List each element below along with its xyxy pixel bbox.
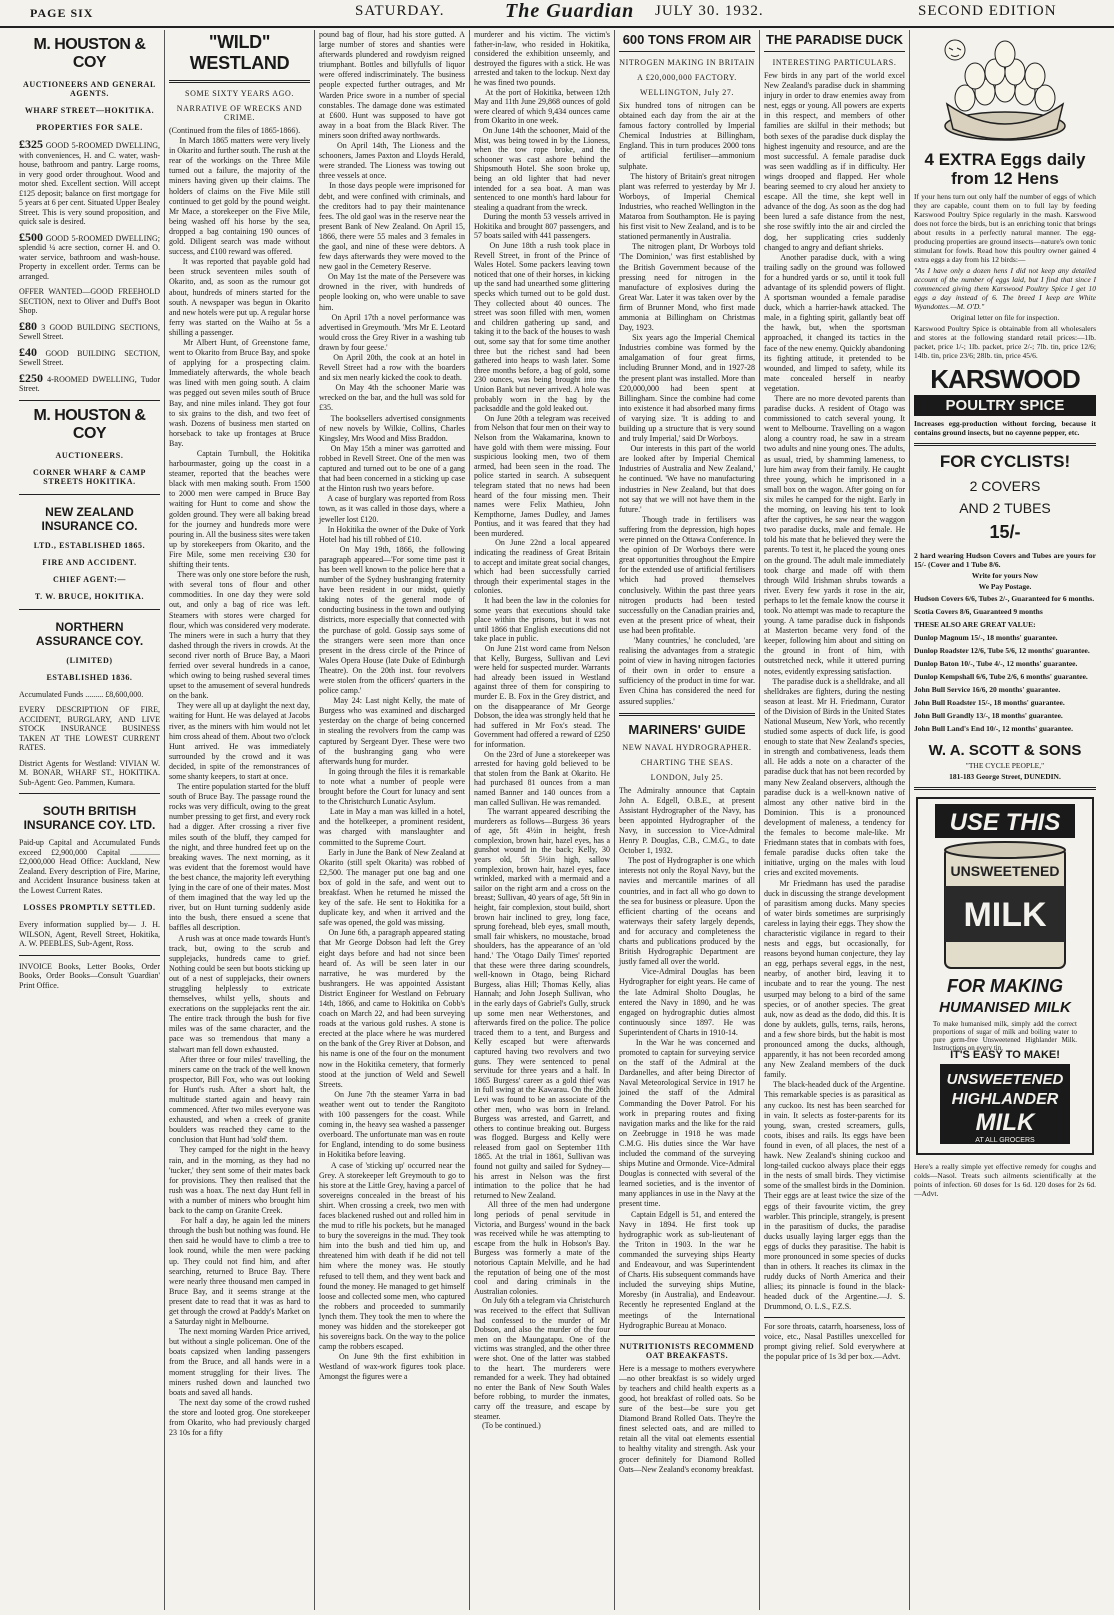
ad-body: For sore throats, catarrh, hoarseness, loss of voice, etc., Nasal Pastilles unexcelled for prompt giving relief. Sold everywhere at the popular price of 1s 3d per box.—Advt. [764,1321,907,1361]
can-label: MILK [963,896,1047,934]
article-body: murderer and his victim. The victim's father-in-law, who resided in Hokitika, considered the exhibition unseemly, and destroyed the figures with a stick. He was arrested and taken to the lockup. Next day he was fined two pounds. At the port of Hokitika, between 12th May and 11th June 29,868 ounces of gold were cleared of which 9,434 ounces came from Okarito in one week. On June 14th the schooner, Maid of the Mist, was being towed in by the Lioness, when the tow rope broke, and the schooner was cast ashore behind the Shipsmouth Hotel. She soon broke up, being an old lighter that had never intended for a sea boat. A man was sentenced to one month's hard labour for stealing a quadrant from the wreck. During the month 53 vessels arrived in Hokitika and brought 807 passengers, and 57 boats sailed with 441 passengers. On June 18th a rush took place in Revell Street, in front of the Prince of Wales Hotel. Some packers leaving town noticed that one of their horses, in kicking up the sand had unearthed some glittering specks which turned out to be gold dust. They collected about 40 ounces. The street was soon filled with men, women and children gathering up sand, and taking it to the back of the houses to wash out, some say that for some time another three but the richest sand had been gathered into heaps to wash later. Some three months before, a bag of gold, some 230 ounces, was being brought into the Union Bank but never arrived. A hole was probably worn in the bag by the packsaddle and the gold leaked out. On June 20th a telegram was received from Nelson that four men on their way to Nelson from the Wakamarina, known to have gold with them were missing. Four suspicious looking men, two of them armed, had been seen in the road. The police started in search. A subsequent telegram stated that no news had been heard of the four missing men. Their names were Felix Mathieu, John Kempthorne, James Dudley, and James Pontius, and it was feared that they had been murdered. On June 22nd a local appeared indicating the readiness of Great Britain to accept and imitate great social changes, which had been successfully carried through their experimental stages in the colonies. It had been the law in the colonies for some years that executions should take place within the prisons, but it was not until 1866 that English executions did not take place in public. On June 21st word came from Nelson that Kelly, Burgess, Sullivan and Levi were held for suspected murder. Warrants had already been issued in Westland against three of them for conspiring to murder E. B. Fox in the Grey district, and on the disappearance of Mr George Dobson, the idea was strongly held that he had suffered in Mr Fox's stead. The Government had offered a reward of £250 for information. On the 23rd of June a storekeeper was arrested for having gold believed to be that stolen from the Bank at Okarito. He had purchased 81 ounces from a man named Banner and 140 ounces from a man called Sullivan. He was remanded. The warrant appeared describing the murderers as follows—Burgess 36 years of age, 5ft 4½in in height, fresh complexion, brown hair, hazel eyes, has a gunshot wound in the back; Kelly, 30 years old, 5ft 5½in high, sallow complexion, brown hair, hazel eyes, face wrinkled, marked with a mermaid and a sailor on the right arm and a cross on the breast; Sullivan, 40 years of age, 5ft 9in in height, fair complexion, stout build, short brown hair inclined to grey, long face, sprung forehead, bleb eyes, small mouth, small fair whiskers, no moustache, broad shoulders, has the appearance of an 'old hand.' The 'Otago Daily Times' reported that these were three daring scoundrels, well-known in Otago, being Richard Burgess, alias Hill; Thomas Kelly, alias Hannah; and John Joseph Sullivan, who in the early days of Gabriel's Gully, struck up some men near Wetherstones, and afterwards fired on the police. The police traced them to a tent, and Burgess and Kelly escaped but were afterwards captured having two revolvers and two guns. They were sentenced to penal servitude for three years and a half. In 1865 Burgess' career as a gold thief was in full swing at the Kawarau. On the 26th Levi was found to be an associate of the other men, who was born in Ireland. Burgess was arrested, and Garrett, and others to continue breaking out. Burgess was flogged. Burgess and Kelly were released from gaol on September 11th 1865. At the trial in 1861, Sullivan was found not guilty and sailed for Sydney—his arrest in Nelson was the first intimation to the police that he had returned to New Zealand. All three of the men had undergone long periods of penal servitude in Victoria, and Burgess' wound in the back was received while he was attempting to escape from the hulk in Hobson's Bay. Burgess was formerly a mate of the notorious Captain Melville, and he had the reputation of being one of the most cool and daring criminals in the Australian colonies. On July 6th a telegram via Christchurch was received to the effect that Sullivan had confessed to the murder of Mr Dobson, and also the murder of the four men on the Maungatapu. One of the victims was strangled, and the other three were shot. One of the latter was stabbed to the heart. The murderers were remanded for a week. They had obtained no enter the Bank of New South Wales before robbing, to murder the inmates, carry off the treasure, and escape by steamer. (To be continued.) [474,30,611,1431]
column-classifieds [15,30,165,1610]
column-display-ads [910,30,1100,1610]
limited-label: (LIMITED) [66,655,113,665]
firm-address: CORNER WHARF & CAMP STREETS HOKITIKA. [33,467,146,486]
sale-heading: PROPERTIES FOR SALE. [36,123,143,132]
tyre-item: John Bull Land's End 10/-, 12 months' guarantee. [914,724,1073,733]
article-subhead: INTERESTING PARTICULARS. [772,58,897,67]
losses-note: LOSSES PROMPTLY SETTLED. [23,903,156,912]
tyre-item: THESE ALSO ARE GREAT VALUE: [914,620,1036,629]
established: LTD., ESTABLISHED 1865. [33,540,146,550]
ad-tagline: Increases egg-production without forcing, because it contains ground insects, but no cayenne pepper, etc. [914,419,1096,437]
milk-slogan: USE THIS [949,809,1061,836]
ad-headline: 4 EXTRA Eggs daily from 12 Hens [924,150,1086,188]
article-body: Six hundred tons of nitrogen can be obtained each day from the air at the famous factory controlled by Imperial Chemical Industries at Billingham, England. This in turn produces 2000 tons of artificial fertiliser—ammonium sulphate. The history of Britain's great nitrogen plant was referred to yesterday by Mr J. Worboys, of Imperial Chemical Industries, who reached Wellington in the Mataroa from Southampton. He is paying his first visit to New Zealand, and is to be stationed permanently in Australia. The nitrogen plant, Dr Worboys told 'The Dominion,' was first established by the British Government because of the pressing need for nitrogen in the manufacture of explosives during the Great War. Later it was taken over by the firm of Brunner Mond, who first made ammonia at Billingham on Christmas Day, 1923. Six years ago the Imperial Chemical Industries combine was formed by the amalgamation of four great firms, including Brunner Mond, and in 1927-28 the present plant was installed. More than £20,000,000 had been spent at Billingham. Since the combine had come into existence it had absorbed many firms of varying size. 'It is adding to and building up a structure that is very sound and truly Imperial,' said Dr Worboys. Our interests in this part of the world are looked after by Imperial Chemical Industries of Australia and New Zealand,' he continued. 'We have no manufacturing industries in New Zealand, but that does not say that we will not have them in the future.' Though trade in fertilisers was suffering from the depression, high hopes were pinned on the Ottawa Conference. In the opinion of Dr Worboys there were great opportunities throughout the Empire for the extended use of artificial fertilisers which had proved themselves conclusively. Within the past three years nitrogen products had been tested successfully on the Canadian prairies and, even at the present price of wheat, their use had been profitable. 'Many countries,' he concluded, 'are realising the advantages from a strategic point of view in having nitrogen factories of their own in order to ensure a sufficiency of the product in time for war. Even China has considered the need for assured supplies.' [619,101,756,706]
article-headline: "WILD" WESTLAND [189,32,290,73]
listing: £80 3 GOOD BUILDING SECTIONS, Sewell Street. [19,318,160,341]
ad-prices: Karswood Poultry Spice is obtainable from all wholesalers and stores at the following standard retail prices:—1lb. packet, price 1/-; 1lb. packet, price 2/-; 7lb. tin, price 12/6; 14lb. tin, price 23/6; 28lb. tin, price 45/6. [914,324,1096,360]
milk-brand: HIGHLANDER [951,1091,1059,1108]
masthead-day: SATURDAY. [355,3,445,19]
brand-name: KARSWOOD [930,364,1080,394]
article-body: pound bag of flour, had his store gutted. A large number of stores and shanties were afterwards plundered and rowdyism reigned triumphant. Bottles and billyfulls of liquor were offered indiscriminately. The business people expected further outrages, and Mr Warden Price swore in a number of special constables. The damage done was estimated at £600. Hunt was supposed to have got away in a boat from the Black River. The miners soon drifted away northwards. On April 14th, The Lioness and the schooners, James Paxton and Lloyds Herald, were stranded. The Lioness was towing out three vessels at once. In those days people were imprisoned for debt, and were confined with criminals, and the creditors had to pay their maintenance fees. The old gaol was in the reserve near the present Bank of New Zealand. On April 15, 1866, there were 55 males and 3 females in the gaol, and nine of these were debtors. A few days afterwards they were moved to the new gaol in the Cemetery Reserve. On May 1st the mate of the Persevere was drowned in the river, with hundreds of people looking on, who were unable to save him. On April 17th a novel performance was advertised in Greymouth. 'Mrs Mr E. Leotard would cross the Grey River in a washing tub drawn by four geese.' On April 20th, the cook at an hotel in Revell Street had a row with the boarders and six men nearly kicked the cook to death. On May 4th the schooner Marie was wrecked on the bar, and the hull was sold for £35. The booksellers advertised consignments of new novels by Wilkie, Collins, Charles Kingsley, Mrs Wood and Miss Braddon. On May 15th a miner was garrotted and robbed in Revell Street. One of the men was captured and turned out to be one of a gang that had been concerned in a sticking up case at the Hinton rush two years before. A case of burglary was reported from Ross town, as it was called in those days, where a jeweller lost £120. In Hokitika the owner of the Duke of York Hotel had his till robbed of £10. On May 19th, 1866, the following paragraph appeared—'For some time past it has been well known to the police here that a number of the Sydney bushranging fraternity have been resident in our midst, quietly taking notes of the general mode of conducting business in the town and outlying districts, more especially that connected with the purchase of gold. Gossip says some of the strangers were seen more than once present in the dress circle of the Prince of Wales Opera House (late Duke of Edinburgh Theatre). On the 20th inst. four revolvers were stolen from the officers' quarters in the police camp.' May 24: Last night Kelly, the mate of Burgess who was examined and discharged yesterday on the charge of being concerned in stealing the revolvers from the camp was captured by Sergeant Dyer. These were two of the bushranging gang who were afterwards hung for murder. In going through the files it is remarkable to note what a number of people were brought before the Court for lunacy and sent to the Christchurch Lunatic Asylum. Late in May a man was killed in a hotel, and the hotelkeeper, a prominent resident, was charged with manslaughter and committed to the Supreme Court. Early in June the Bank of New Zealand at Okarito (still spelt Okarita) was robbed of £2,500. The manager put one bag and one box of gold in the safe, and went out to breakfast. When he returned he missed the key of the safe. He sent to Hokitika for a duplicate key, and when it arrived and the safe was opened, the gold was missing. On June 6th, a paragraph appeared stating that Mr George Dobson had left the Grey eight days before and had not since been heard of. As will be seen later in our narrative, he was murdered by the bushrangers. He was appointed Assistant District Engineer for Westland on February 14th, 1866, and came to Hokitika on Cobb's coach on March 22, and had been surveying roads at the various gold rushes. A stone is erected at the place where he was murdered on the bank of the Grey River at Dobson, and his name is one of the four on the monument now in the Hokitika cemetery, that formerly stood at the junction of Weld and Sewell Streets. On June 7th the steamer Yarra in bad weather went out to tender the Rangitoto with 100 passengers for the coast. While coming in, the heavy sea washed a passenger overboard. The unfortunate man was en route for England, intending to do some business in Hokitika before leaving. A case of 'sticking up' occurred near the Grey. A storekeeper left Greymouth to go to his store at the Little Grey, having a parcel of sovereigns concealed in the breast of his shirt. When crossing a creek, two men with faces blackened rushed out and rolled him in the mud to rifle his pockets, but he managed to bury the sovereigns in the mud. They took him into the bush and tied him up, and threatened him with death if he did not tell him where the money was. He stoutly refused to tell them, and they went back and found the money. He managed to get himself loose and collected some men, who captured the robbers and proceeded to summarily lynch them. They took the men to where the money was hidden and the storekeeper got his sovereigns back. On the way to the police camp the robbers escaped. On June 9th the first exhibition in Westland of wax-work figures took place. Amongst the figures were a [319,30,466,1382]
firm-role: AUCTIONEERS AND GENERAL AGENTS. [23,80,156,98]
article-subhead: A £20,000,000 FACTORY. [637,73,737,82]
capital: Paid-up Capital and Accumulated Funds exceed £2,900,000 Capital ............... £2,000,000 Head Office: Auckland, New Zealand. Every description of Fire, Marine, and Accident Insurance business taken at the Lowest Current Rates. [19,838,160,895]
tyre-item: Dunlop Baton 10/-, Tube 4/-, 12 months' guarantee. [914,659,1078,668]
edition-label: SECOND EDITION [918,3,1057,19]
milk-brand: UNSWEETENED [946,1071,1064,1088]
agents: Every information supplied by— J. H. WILSON, Agent, Revell Street, Hokitika, A. W. PEEBLES, Sub-Agent, Ross. [19,920,160,948]
ad-headline: NUTRITIONISTS RECOMMEND OAT BREAKFASTS. [619,1341,755,1360]
milk-brand: MILK [975,1109,1035,1136]
masthead-date: JULY 30. 1932. [655,3,764,19]
tyre-item: Dunlop Kempshall 6/6, Tube 2/6, 6 months' guarantee. [914,672,1088,681]
insurance-company: NORTHERN ASSURANCE COY. [35,619,144,648]
milk-ad [915,796,1095,1156]
article-headline: MARINERS' GUIDE [628,721,746,737]
print-office-ad: INVOICE Books, Letter Books, Order Books, Order Books—Consult 'Guardian' Print Office. [19,961,160,990]
milk-desc: To make humanised milk, simply add the correct proportions of sugar of milk and boiling water to pure germ-free Unsweetened Highlander Milk. Instructions on every tin. [933,1020,1077,1052]
property-listings [19,137,161,394]
tyre-item: John Bull Roadster 15/-, 18 months' guarantee. [914,698,1065,707]
listing: OFFER WANTED—GOOD FREEHOLD SECTION, next to Oliver and Duff's Boot Shop. [19,287,160,315]
firm-name: M. HOUSTON & COY [33,406,146,442]
milk-headline: FOR MAKING [947,976,1063,996]
column-paradise-duck [760,30,910,1610]
article-subhead: NARRATIVE OF WRECKS AND CRIME. [176,104,303,122]
article-subhead: NEW NAVAL HYDROGRAPHER. [622,742,752,752]
tyre-item: Scotia Covers 8/6, Guaranteed 9 months [914,607,1043,616]
insurance-company: NEW ZEALAND INSURANCE CO. [41,504,138,533]
ad-body: If your hens turn out only half the number of eggs of which they are capable, count them on to full lay by feeding Karswood Poultry Spice regularly in the mash. Karswood does not force the birds, but is an enriching tonic that brings about results in a perfectly natural manner. The egg-producing properties are ground insects—nature's own tonic stimulant for fowls. Read how this poultry owner gained 4 extra eggs a day from his 12 birds:— [914,192,1096,264]
article-headline: 600 TONS FROM AIR [622,32,752,47]
advertiser-name: W. A. SCOTT & SONS [928,742,1082,759]
milk-headline: HUMANISED MILK [939,999,1071,1016]
funds: Accumulated Funds ......... £8,600,000. [19,689,144,699]
ad-body: Here is a message to mothers everywhere—no other breakfast is so widely urged by teachers and child health experts as a good, hot breakfast of rolled oats. So be sure of the best—be sure you get Diamond Brand Rolled Oats. They're the finest selected oats, and are milled to retain all the vital oat elements essential to healthy vitality and strength. Ask your grocer definitely for Diamond Rolled Oats—New Zealand's economy breakfast. [619,1363,757,1474]
firm-role: AUCTIONEERS. [55,450,124,460]
brand-banner: POULTRY SPICE [914,395,1096,416]
firm-name: M. HOUSTON & COY [33,36,146,71]
tyre-item: John Bull Service 16/6, 20 months' guarantee. [914,685,1061,694]
page-number: PAGE SIX [30,6,94,20]
ad-price: 15/- [989,522,1021,542]
ad-body: 2 hard wearing Hudson Covers and Tubes are yours for 15/- (Cover and 1 Tube 8/6. [914,551,1096,569]
dateline: WELLINGTON, July 27. [639,88,735,97]
insurance-company: SOUTH BRITISH INSURANCE COY. LTD. [23,804,156,832]
advertiser-slogan: "THE CYCLE PEOPLE," [965,761,1045,770]
tyre-list [914,594,1096,734]
milk-availability: AT ALL GROCERS [975,1137,1035,1144]
ad-offer: AND 2 TUBES [959,500,1051,516]
tyre-item: Hudson Covers 6/6, Tubes 2/-, Guaranteed for 6 months. [914,594,1095,603]
agents: District Agents for Westland: VIVIAN W. M. BONAR, WHARF ST., HOKITIKA. Sub-Agent: Geo. Pammen, Kumara. [19,758,160,787]
tyre-item: John Bull Grandly 13/-, 18 months' guarantee. [914,711,1063,720]
article-body: The Admiralty announce that Captain John A. Edgell, O.B.E., at present Assistant Hydrographer of the Navy, has been appointed Hydrographer of the Navy, in succession to Vice-Admiral Henry P. Douglas, C.B., C.M.G., to date October 1, 1932. The post of Hydrographer is one which interests not only the Royal Navy, but the navies and mercantile marines of all countries, and in fact all who go down to the sea for business or pleasure. Upon the efficient charting of the oceans and waterways their safety largely depends, and for accuracy and completeness the charts and publications produced by the British Hydrographic Department are justly famed all over the world. Vice-Admiral Douglas has been Hydrographer for eight years. He came of the late Admiral Sholto Douglas, he entered the Navy in 1890, and he was engaged on hydrographic duties almost continuously since 1897. He was Superintendent of Charts in 1910-14. In the War he was concerned and promoted to captain for surveying service on the staff of the Admiral at the Dardanelles, and after being Director of Naval Meteorological Service in 1917 he joined the staff of the Admiral Commanding the Dover Patrol. For his work in preparing routes and fixing navigation marks and the like for the raid on Zeebrugge in 1918 he was made C.M.G. His duties since the War have included the command of the surveying ships Mutine and Ormonde. Vice-Admiral Douglas is connected with several of the learned societies, and is the inventor of many appliances in use in the Navy at the present time. Captain Edgell is 51, and entered the Navy in 1894. He first took up hydrographic work as sub-lieutenant of the Triton in 1903. In the war he commanded the surveying ships Hearty and Endeavour, and was Superintendent of Charts. His subsequent commands have included the surveying ships Mutine, Moresby (in Australia), and Endeavour. Recently he represented England at the meetings of the International Hydrographic Bureau at Monaco. [619,785,756,1330]
testimonial: "As I have only a dozen hens I did not keep any detailed account of the number of eggs laid, but I find that since I commenced giving them Karswood Poultry Spice I get 10 eggs a day instead of 6. The breed I keep are White Wyandottes.—M. O'D." [914,266,1096,311]
can-label: UNSWEETENED [950,863,1060,879]
advertiser-address: 181-183 George Street, DUNEDIN. [949,772,1061,781]
article-body: (Continued from the files of 1865-1866). In March 1865 matters were very lively in Okarito and further south. The rush at the rear of the workings on the Three Mile turned out a failure, the majority of the miners having given up their claims. The holders of claims on the Five Mile still continued to get gold by the pound weight. Mr Mace, a storekeeper on the Five Mile, being washed off his horse by the sea, dropped a bag containing 190 ounces of gold. Diligent search was made without success, and £100 reward was offered. It was reported that payable gold had been struck seventeen miles south of Okarito, and, as soon as the rumour got about, hundreds of miners started for the south. A newspaper was begun in Okarito and new hotels were put up. A regular horse ferry was started on the Waiho at 5s a shilling a passenger. Mr Albert Hunt, of Greenstone fame, went to Okarito from Bruce Bay, and spoke of applying for a prospecting claim. Immediately afterwards, the whole beach was lined with men going south. A claim was pegged out seven miles south of Bruce Bay, and nine miles inland. They got four to six grains to the dish, and two feet of wash. Dozens of business men started on horseback to take up frontages at Bruce Bay. Captain Turnbull, the Hokitika harbourmaster, going up the coast in a steamer, reported that the beaches were black with men making south. From 1500 to 2000 men were camped in Bruce Bay waiting for Hunt to come and show the golden ground. They were all baking bread for the journey and hundreds more were pouring in. All the business sites were taken up by storekeepers from Okarito, and the Fire Mile, some men receiving £30 for shifting their tents. There was only one store before the rush, with several tons of flour and other commodities. In one day they were sold out, and only a bag of rice was left. Steamers with stores were charged for flour, which was considered very moderate. The miners were in such a hurry that they dashed through the rivers in crowds. At the second river north of Bruce Bay, a Maori ferried over several hundreds in a canoe, which owing to being rushed several times upset to the amusement of several hundreds on the bank. They were all up at daylight the next day, waiting for Hunt. He was delayed at Jacobs river, as the miners with him would not let him cross ahead of them. About two o'clock Hunt arrived. He was immediately surrounded by the crowd and it was decided, in spite of the remonstrances of some shanty keepers, to start at once. The entire population started for the bluff south of Bruce Bay. The passage round the rocks was very difficult, owing to the great number pressing to get first, and every rock had a digger. After crossing a river five miles south of the bluff, they camped for the night, and three hundred feet up on the breaking waves. The next morning, as it was evident that the foremost would have the best chance, the majority left everything lying in the care of one of their mates. Most of them imagined that the way led up the river, but on Hunt turning suddenly aside into the bush, there ensued a scene that baffles all description. A rush was at once made towards Hunt's track, but, owing to the scrub and supplejacks, hundreds came to grief. Nothing could be seen but boots sticking up out of a nest of supplejacks, their owners struggling helplessly to extricate themselves, whilst yells, shouts and execrations on the supplejacks rent the air. The entire track through the bush for five miles was of the same character, and the pace was so tremendous that many a stalwart man fell down exhausted. After three or four miles' travelling, the miners came on the track of the well known prospector, Bill Fox, who was out looking for Hunt's rush. After a short halt, the multitude started again and heavy rain commenced. After two miles everyone was exhausted, and when a creek of granite boulders was reached they came to the conclusion that Hunt had 'sold' them. They camped for the night in the heavy rain, and in the morning, as they had no 'tucker,' they sent some of their mates back for provisions. They then realised that the rush was a hoax. The next day Hunt fell in with a number of miners who brought him back to the camp on Granite Creek. For half a day, he again led the miners through the bush but nothing was found. He then said he would have to climb a tree to look round, while the men were packing up. They could not find him, and after searching, returned to Bruce Bay. There were nearly three thousand men camped in Bruce Bay, and it seems strange at the present date to read that it was as hard to get through the crowd at Paddy's Market on a Saturday night in Melbourne. The next morning Warden Price arrived, but without a single policeman. One of the boats capsized when landing passengers from the Bruce, and all hands were in a moment struggling for their lives. The miners rushed down and launched two boats and saved all hands. The next day some of the crowd rushed the store and looted grog. One storekeeper from Okarito, who had previously charged 23 10s for a fifty [169,126,311,1438]
article-body: Few birds in any part of the world excel New Zealand's paradise duck in shamming injury in order to draw enemies away from nest, eggs or young. All powers are experts in this respect, and members of other families are skilful in their methods; but both sexes of the paradise duck display the highest ingenuity and resource, and are the most successful. A female paradise duck was seen waddling as if in difficulty. Her wings drooped and flapped. Her whole bearing seemed to cry aloud her anxiety to escape. All the time, she kept well in advance of the dog. As soon as the dog had been lured a safe distance from the nest, she rose swiftly into the air and circled the dog, her supplicating cries suddenly changed to angry and defiant shrieks. Another paradise duck, with a wing trailing sadly on the ground was followed for a hundred yards or so, until it took full advantage of its splendid powers of flight. A sportsman wounded a female paradise duck, which a harrier-hawk attacked. The male, in a fighting spirit, gallantly beat off the hawk, but, when the sportsman approached, it changed its tactics in the face of the new enemy. Quickly abandoning its fighting attitude, it pretended to be wounded, and limped to safety, while its mate concealed herself in nearby vegetation. There are no more devoted parents than paradise ducks. A resident of Otago was commissioned to catch several young. It went to Melbourne. Travelling on a wagon along a country road, he saw in a stream two adults and nine young ones. The adults, as usual, tried, by shamming lameness, to lure him away from their family. He caught three young, which he imprisoned in a small box on the wagon. After going on for six miles he camped for the night. Early in the morning, on leaving his tent to look after the captives, he saw near the waggon two paradise ducks, male and female. He told his mate that he believed they were the parents. To test it, he placed the young ones on the ground. The adult male immediately took charge and made off with them through Wild Irishman shrubs towards a river. Every few yards it rose in the air, perhaps to let the female know the course it took. No attempt was made to recapture the young. A tame paradise duck in fishponds at Masterton became very fond of the keeper, following him about and sitting on the ground in front of him, with outstretched neck, while it uttered purring notes, evidently expressing satisfaction. The paradise duck is a shelldrake, and all shelldrakes are fighters, during the nesting season at least. Mr H. Friedmann, Curator of the Division of Birds in the United States National Museum, New York, who recently studied some aspects of duck life, is good enough to state that New Zealand's species, in strength and combativeness, leads them all. He adds a note on a character of the paradise duck that has not been recorded by many New Zealand observers, although the paradise duck is a well-known native of almost any other native bird in the Dominion. This is a pronounced development of maleness, a tendency for the females to become male-like. Mr Friedmann states that in combats with foes, female paradise ducks often take the initiative, urging on the males with loud cries and excited movements. Mr Friedmann has used the paradise duck in discussing the strange development of parasitism among ducks. Many species of water birds sometimes are surprisingly careless in laying their eggs. They show the characteristic vigilance in regard to their nests and eggs, but occasionally, for reasons beyond human conjecture, they lay an egg, perhaps several eggs, in the nest, nearby, of another bird, leaving it to incubate and to rear the young. The nest usurped may belong to a bird of the same species, or of another species. The great auk, now as dead as the dodo, did this. It is done by auklets, gulls, terns, rails, herons, and a few shore birds, but the habit is most pronounced among the ducks, although, apparently, it has not been recorded among any New Zealand members of the duck family. The black-headed duck of the Argentine. This remarkable species is as parasitical as any cuckoo. Its nest has been searched for in vain. It selects as foster-parents for its young, swan, crested screamers, gulls, coots, ibises and rails. Its eggs have been found in even, of all places, the nest of a hawk. New Zealand's shining cuckoo and long-tailed cuckoo always place their eggs in the nests of small birds. They victimise some of the smallest birds in the Dominion. Their eggs are at least twice the size of the eggs of their favourite victim, the grey warbler. This principle, strangely, is present in the parasitism of ducks, the paradise ducks usually laying larger eggs than the eggs of ducks they parasitise. The habit is more pronounced in some species of ducks than in others. It reaches its climax in the ruddy ducks of North America and their allies; its pinnacle is found in the black-headed duck of the Argentine.—J. S. Drummond, O. L.S., F.Z.S. [764,71,906,1312]
listing: £40 GOOD BUILDING SECTION, Sewell Street. [19,344,160,367]
listing: £250 4-ROOMED DWELLING, Tudor Street. [19,370,160,393]
article-headline: THE PARADISE DUCK [766,32,903,47]
ad-note: We Pay Postage. [978,582,1032,591]
insurance-type: FIRE AND ACCIDENT. [42,557,137,567]
dateline: LONDON, July 25. [650,772,724,782]
agent-name: T. W. BRUCE, HOKITIKA. [34,591,145,601]
ad-offer: 2 COVERS [969,478,1041,494]
masthead [0,0,1114,28]
listing: £500 GOOD 5-ROOMED DWELLING; splendid ¼ acre section, corner H. and O. water service, bathroom and wash-house. Property in excellent order. Terms can be arranged. [19,229,161,281]
column-continued [315,30,470,1610]
tyre-item: Dunlop Magnum 15/-, 18 months' guarantee. [914,633,1058,642]
article-subhead: SOME SIXTY YEARS AGO. [185,89,294,98]
ad-body: Here's a really simple yet effective remedy for coughs and colds—Nasol. Treats such ailments scientifically at the points of infection. 60 doses for 1s 6d. 120 doses for 2s 6d.—Advt. [914,1162,1096,1198]
column-nitrogen [615,30,760,1610]
ad-cta: Write for yours Now [971,571,1039,580]
firm-address: WHARF STREET—HOKITIKA. [24,106,155,115]
tyre-item: Dunlop Roadster 12/6, Tube 5/6, 12 months' guarantee. [914,646,1090,655]
listing: £325 GOOD 5-ROOMED DWELLING, with conveniences, H. and C. water, wash-house, bathroom and pantry. Large rooms, in very good order throughout. Wood and motor shed. Excellent section. Will accept £125 deposit; balance on first mortgage for 5 years at 6 per cent. Situated Upper Bealey Street. This is very sound proposition, and quick sale is desired. [19,137,160,226]
agent-label: CHIEF AGENT:— [53,574,126,584]
column-wild-westland [165,30,315,1610]
milk-note: IT'S EASY TO MAKE! [950,1049,1060,1061]
newspaper-title: The Guardian [505,0,635,22]
article-subhead: CHARTING THE SEAS. [640,757,734,767]
established: ESTABLISHED 1836. [46,672,133,682]
column-continued [470,30,615,1610]
egg-basket-illustration [935,34,1075,144]
ad-note: Original letter on file for inspection. [950,313,1060,322]
article-subhead: NITROGEN MAKING IN BRITAIN [619,58,755,67]
insurance-desc: EVERY DESCRIPTION OF FIRE, ACCIDENT, BURGLARY, AND LIVE STOCK INSURANCE BUSINESS TAKEN AT THE LOWEST CURRENT RATES. [19,705,160,752]
ad-headline: FOR CYCLISTS! [939,452,1071,471]
